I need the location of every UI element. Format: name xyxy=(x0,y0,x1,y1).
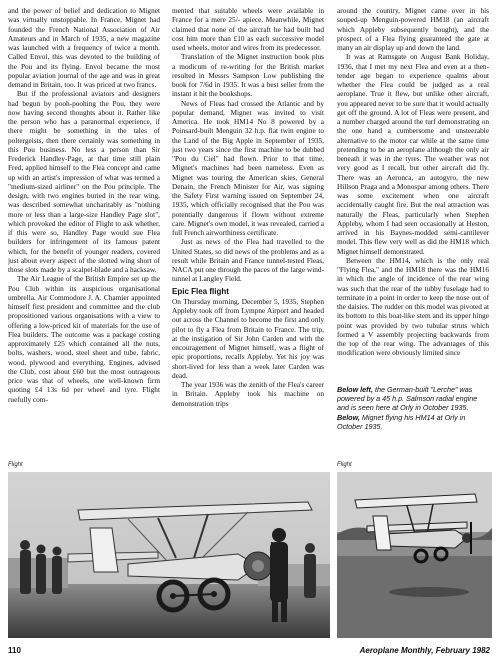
paragraph: around the country, Mignet came over in his souped-up Menguin-powered HM18 (an aircraft which Appleby subsequently bought), and the prospect of a Flea flying guaranteed the gate at many an air display up and down the land. xyxy=(337,6,489,52)
article-column-2 xyxy=(172,6,324,477)
photo-credit-right: Flight xyxy=(337,462,352,468)
paragraph: Translation of the Mignet instruction book plus a modicum of re-writing for the British market resulted in Messrs Sampson Low publishing the book for 7/6d in 1935. It was a best seller from the instant it hit the bookshops. xyxy=(172,52,324,99)
paragraph: The Air League of the British Empire set up the Pou Club within its auspicious organisational umbrella. Air Commodore J. A. Chamier appointed himself first president and committee and the club propositioned various organisations with a view to offering a low-priced kit of materials for the use of Flea builders. The outcome was a package costing approximately £25 which contained all the nuts, bolts, washers, wood, steel sheet and tube, fabric, wood, plywood and everything. Engines, advised the Club, cost about £60 but the most outrageous price was that of wheels, one well-known firm quoting £4 13s 6d per wheel and tyre. Flight ruefully com- xyxy=(8,274,160,404)
paragraph: But if the professional aviators and designers had begun by pooh-poohing the Pou, they were now having second thoughts about it. Rather like the person who has a paranormal experience, if there might be something in the tales of poltergeists, then there certainly was something in this Pou business. No less a person than Sir Frederick Handley-Page, at that time still plain Fred, applied himself to the Flea concept and came up with an artist's impression of what was termed a "medium-sized airliner" on the Pou principle. The design, with two engines buried in the rear wing, was described somewhat uncharitably as "nothing more or less than a large-size Handley Page slot", which provoked the editor of Flight to ask whether, if this were so, Handley Page would sue Flea builders for infringement of its famous patent which, for the benefit of younger readers, covered just about every aspect of the slotted wing short of those slots made by a scalpel-blade and a hacksaw. xyxy=(8,89,160,274)
paragraph: mented that suitable wheels were available in France for a mere 25/- apiece. Meanwhile, Mignet claimed that none of the aircraft he had built had cost him more than £10 as each successive model used wheels, motor and wires from its predecessor. xyxy=(172,6,324,52)
caption-text-2: Mignet flying his HM14 at Orly in October 1935. xyxy=(337,412,466,431)
caption-lead: Below left, xyxy=(337,385,373,394)
page-number: 110 xyxy=(8,646,21,655)
lerche-photo xyxy=(8,472,330,638)
mignet-hm14-photo xyxy=(337,472,492,638)
paragraph: Just as news of the Flea had travelled to the United States, so did news of the problems and as a result while Britain and France tunnel-tested Fleas, NACA put one through the paces of the large wind-tunnel at Langley Field. xyxy=(172,237,324,284)
paragraph: and the power of belief and dedication to Mignet was virtually unstoppable. In France, Mignet had founded the French National Association of Air Amateurs and in March of 1935, a new magazine was launched with a frequency of twice a month. Called Envol, this was devoted to the building of the Pou and its flying. Envol became the most popular aviation journal of the age and was in great demand in Britain, too. It was priced at two francs. xyxy=(8,6,160,89)
caption-text-1: the German-built "Lerche" was powered by a 45 h.p. Salmson radial engine and is seen here at Orly in October 1935. xyxy=(337,385,478,413)
photo-caption xyxy=(337,385,491,431)
paragraph: The year 1936 was the zenith of the Flea's career in Britain. Appleby took his machine on demonstration trips xyxy=(172,380,324,408)
paragraph: Between the HM14, which is the only real "Flying Flea," and the HM18 there was the HM16 in which the angle of incidence of the rear wing was such that the rear of the tubby fuselage had to terminate in a point in order to keep the nose out of the daisies. The rudder on this model was pivoted at its bottom to this boat-like stem and its upper hinge point was provided by two tubular struts which formed a V assembly projecting backwards from the top of the rear wing. The advantages of this modification were obviously limited since xyxy=(337,255,489,358)
paragraph: News of Fleas had crossed the Atlantic and by popular demand, Mignet was invited to visit America. He took HM14 No 8 powered by a Poinsard-built Menguin 32 h.p. flat twin engine to the Land of the Big Apple in September of 1935, just two years since the first machine to be dubbed "Pou du Ciel" had flown. Prior to that time, Mignet's machines had been nameless. Even as Mignet was touring the American skies, General Denain, the French Minister for Air, was signing the Safety First warning issued on September 24, 1935, which officially recognised that the Pou was potentially dangerous if flown without extreme care. Mignet's own model, it was revealed, carried a full French airworthiness certificate. xyxy=(172,98,324,237)
lerche-aircraft-image xyxy=(8,472,330,638)
article-column-1 xyxy=(8,6,160,432)
section-heading: Epic Flea flight xyxy=(172,286,229,296)
photo-credit-left: Flight xyxy=(8,462,23,468)
hm14-in-flight-image xyxy=(337,472,492,638)
publication-footer: Aeroplane Monthly, February 1982 xyxy=(359,646,490,655)
caption-lead-2: Below, xyxy=(337,412,360,422)
paragraph: On Thursday morning, December 5, 1935, Stephen Appleby took off from Lympne Airport and headed out across the Channel to become the first and only pilot to fly a Flea from Britain to France. The trip, at the instigation of Sir John Carden and with the encouragement of Mignet himself, was a flight of epic proportions, recalls Appleby. Yet his joy was short-lived for less than a week later Carden was dead. xyxy=(172,296,324,380)
paragraph: It was at Ramsgate on August Bank Holiday, 1936, that I met my next Flea and even at a then-tender age began to experience qualms about whether the Flea could be judged as a real aeroplane. True it flew, but unlike other aircraft, you appeared never to be sure that it would actually get off the ground. A lot of Fleas were present, and a number charged around the turf demonstrating on the one hand a cumbersome and unsteerable alternative to the motor car while at the same time pretending to be an aeroplane although the only air beneath it was in the tyres. The weather was not very good as I recall, but other aircraft did fly. There was an Aeronca, an autogyro, the new Hillson Praga and a Monospar among others. There was some excitement when one aircraft accidentally caught fire. But the real attraction was naturally the Fleas, particularly when Stephen Appleby, whom I had seen occasionally at Heston, arrived in his Baynes-modded semi-cantilever model. This flew very well as did the HM18 which Mignet himself demonstrated. xyxy=(337,52,489,256)
article-column-3 xyxy=(337,6,489,386)
